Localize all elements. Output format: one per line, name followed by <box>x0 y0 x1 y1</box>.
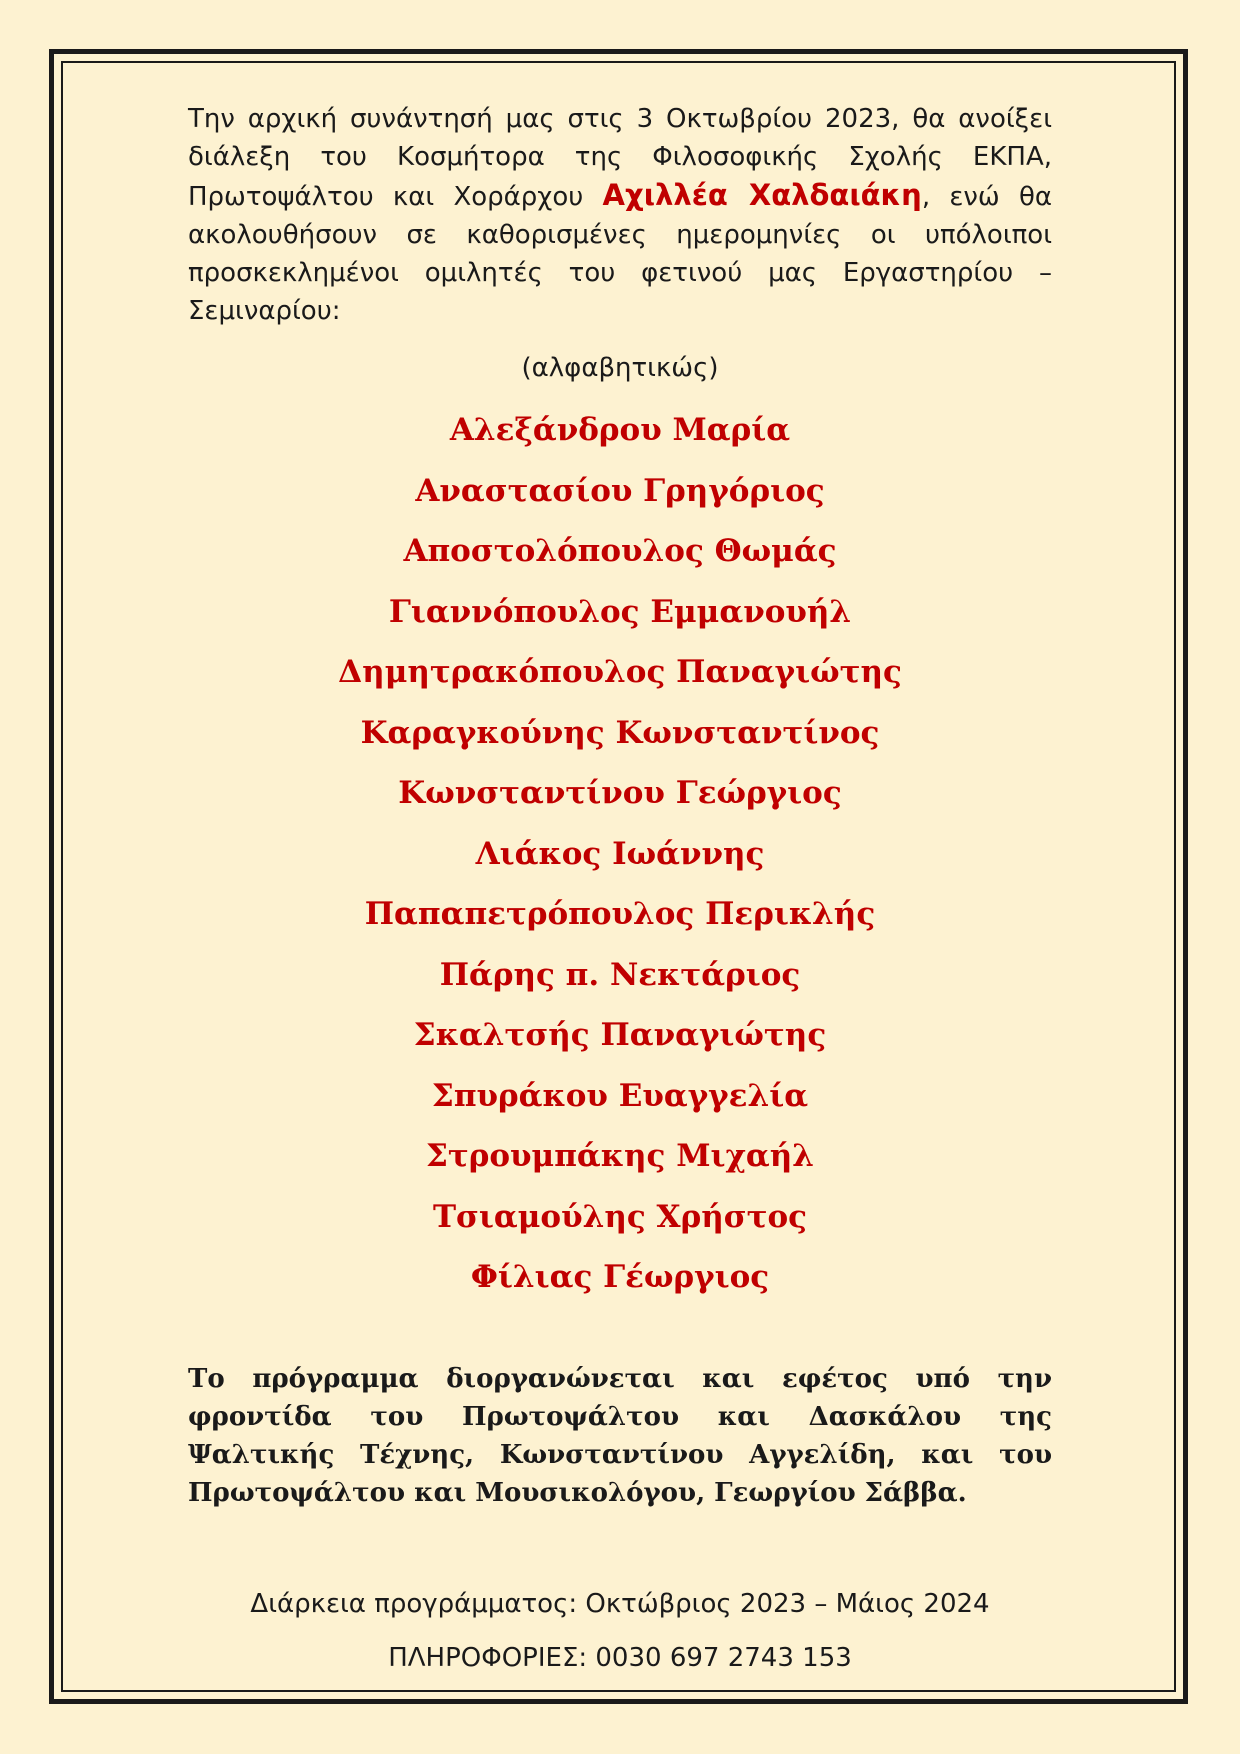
speaker-name: Στρουμπάκης Μιχαήλ <box>425 1138 815 1174</box>
speaker-name: Αναστασίου Γρηγόριος <box>415 472 825 509</box>
speaker-name: Πάρης π. Νεκτάριος <box>439 956 801 993</box>
speaker-name: Αλεξάνδρου Μαρία <box>449 412 791 448</box>
speaker-name: Σκαλτσής Παναγιώτης <box>413 1017 827 1053</box>
program-duration: Διάρκεια προγράμματος: Οκτώβριος 2023 – Μάιος 2024 <box>250 1588 990 1619</box>
speaker-list <box>188 400 1052 1308</box>
organizers-paragraph: Το πρόγραμμα διοργανώνεται και εφέτος υπό την φροντίδα του Πρωτοψάλτου και Δασκάλου της Ψαλτικής Τέχνης, Κωνσταντίνου Αγγελίδη, και του Πρωτοψάλτου και Μουσικολόγου, Γεωργίου Σάββα. <box>188 1363 1052 1508</box>
contact-info: ΠΛΗΡΟΦΟΡΙΕΣ: 0030 697 2743 153 <box>388 1642 852 1673</box>
speaker-name: Καραγκούνης Κωνσταντίνος <box>360 714 880 751</box>
intro-text-before: Την αρχική συνάντησή μας στις 3 Οκτωβρίου 2023, θα ανοίξει διάλεξη του Κοσμήτορα της Φιλοσοφικής Σχολής ΕΚΠΑ, Πρωτοψάλτου και Χοράρχου <box>188 104 1052 212</box>
speaker-name: Κωνσταντίνου Γεώργιος <box>398 775 842 811</box>
speaker-name: Γιαννόπουλος Εμμανουήλ <box>388 593 852 630</box>
speaker-name: Αποστολόπουλος Θωμάς <box>403 533 837 569</box>
alphabetical-note: (αλφαβητικώς) <box>521 353 719 383</box>
speaker-name: Σπυράκου Ευαγγελία <box>431 1077 809 1114</box>
speaker-name: Φίλιας Γέωργιος <box>470 1259 770 1295</box>
intro-text-after: , ενώ θα ακολουθήσουν σε καθορισμένες ημερομηνίες οι υπόλοιποι προσκεκλημένοι ομιλητές του φετινού μας Εργαστηρίου – Σεμιναρίου: <box>188 182 1052 326</box>
speaker-name: Λιάκος Ιωάννης <box>475 835 765 872</box>
document-content <box>188 100 1052 1678</box>
speaker-name: Δημητρακόπουλος Παναγιώτης <box>338 654 902 690</box>
intro-paragraph <box>188 100 1052 330</box>
speaker-name: Τσιαμούλης Χρήστος <box>432 1198 808 1235</box>
keynote-speaker-name: Αχιλλέα Χαλδαιάκη <box>602 178 922 212</box>
speaker-name: Παπαπετρόπουλος Περικλής <box>364 896 876 932</box>
